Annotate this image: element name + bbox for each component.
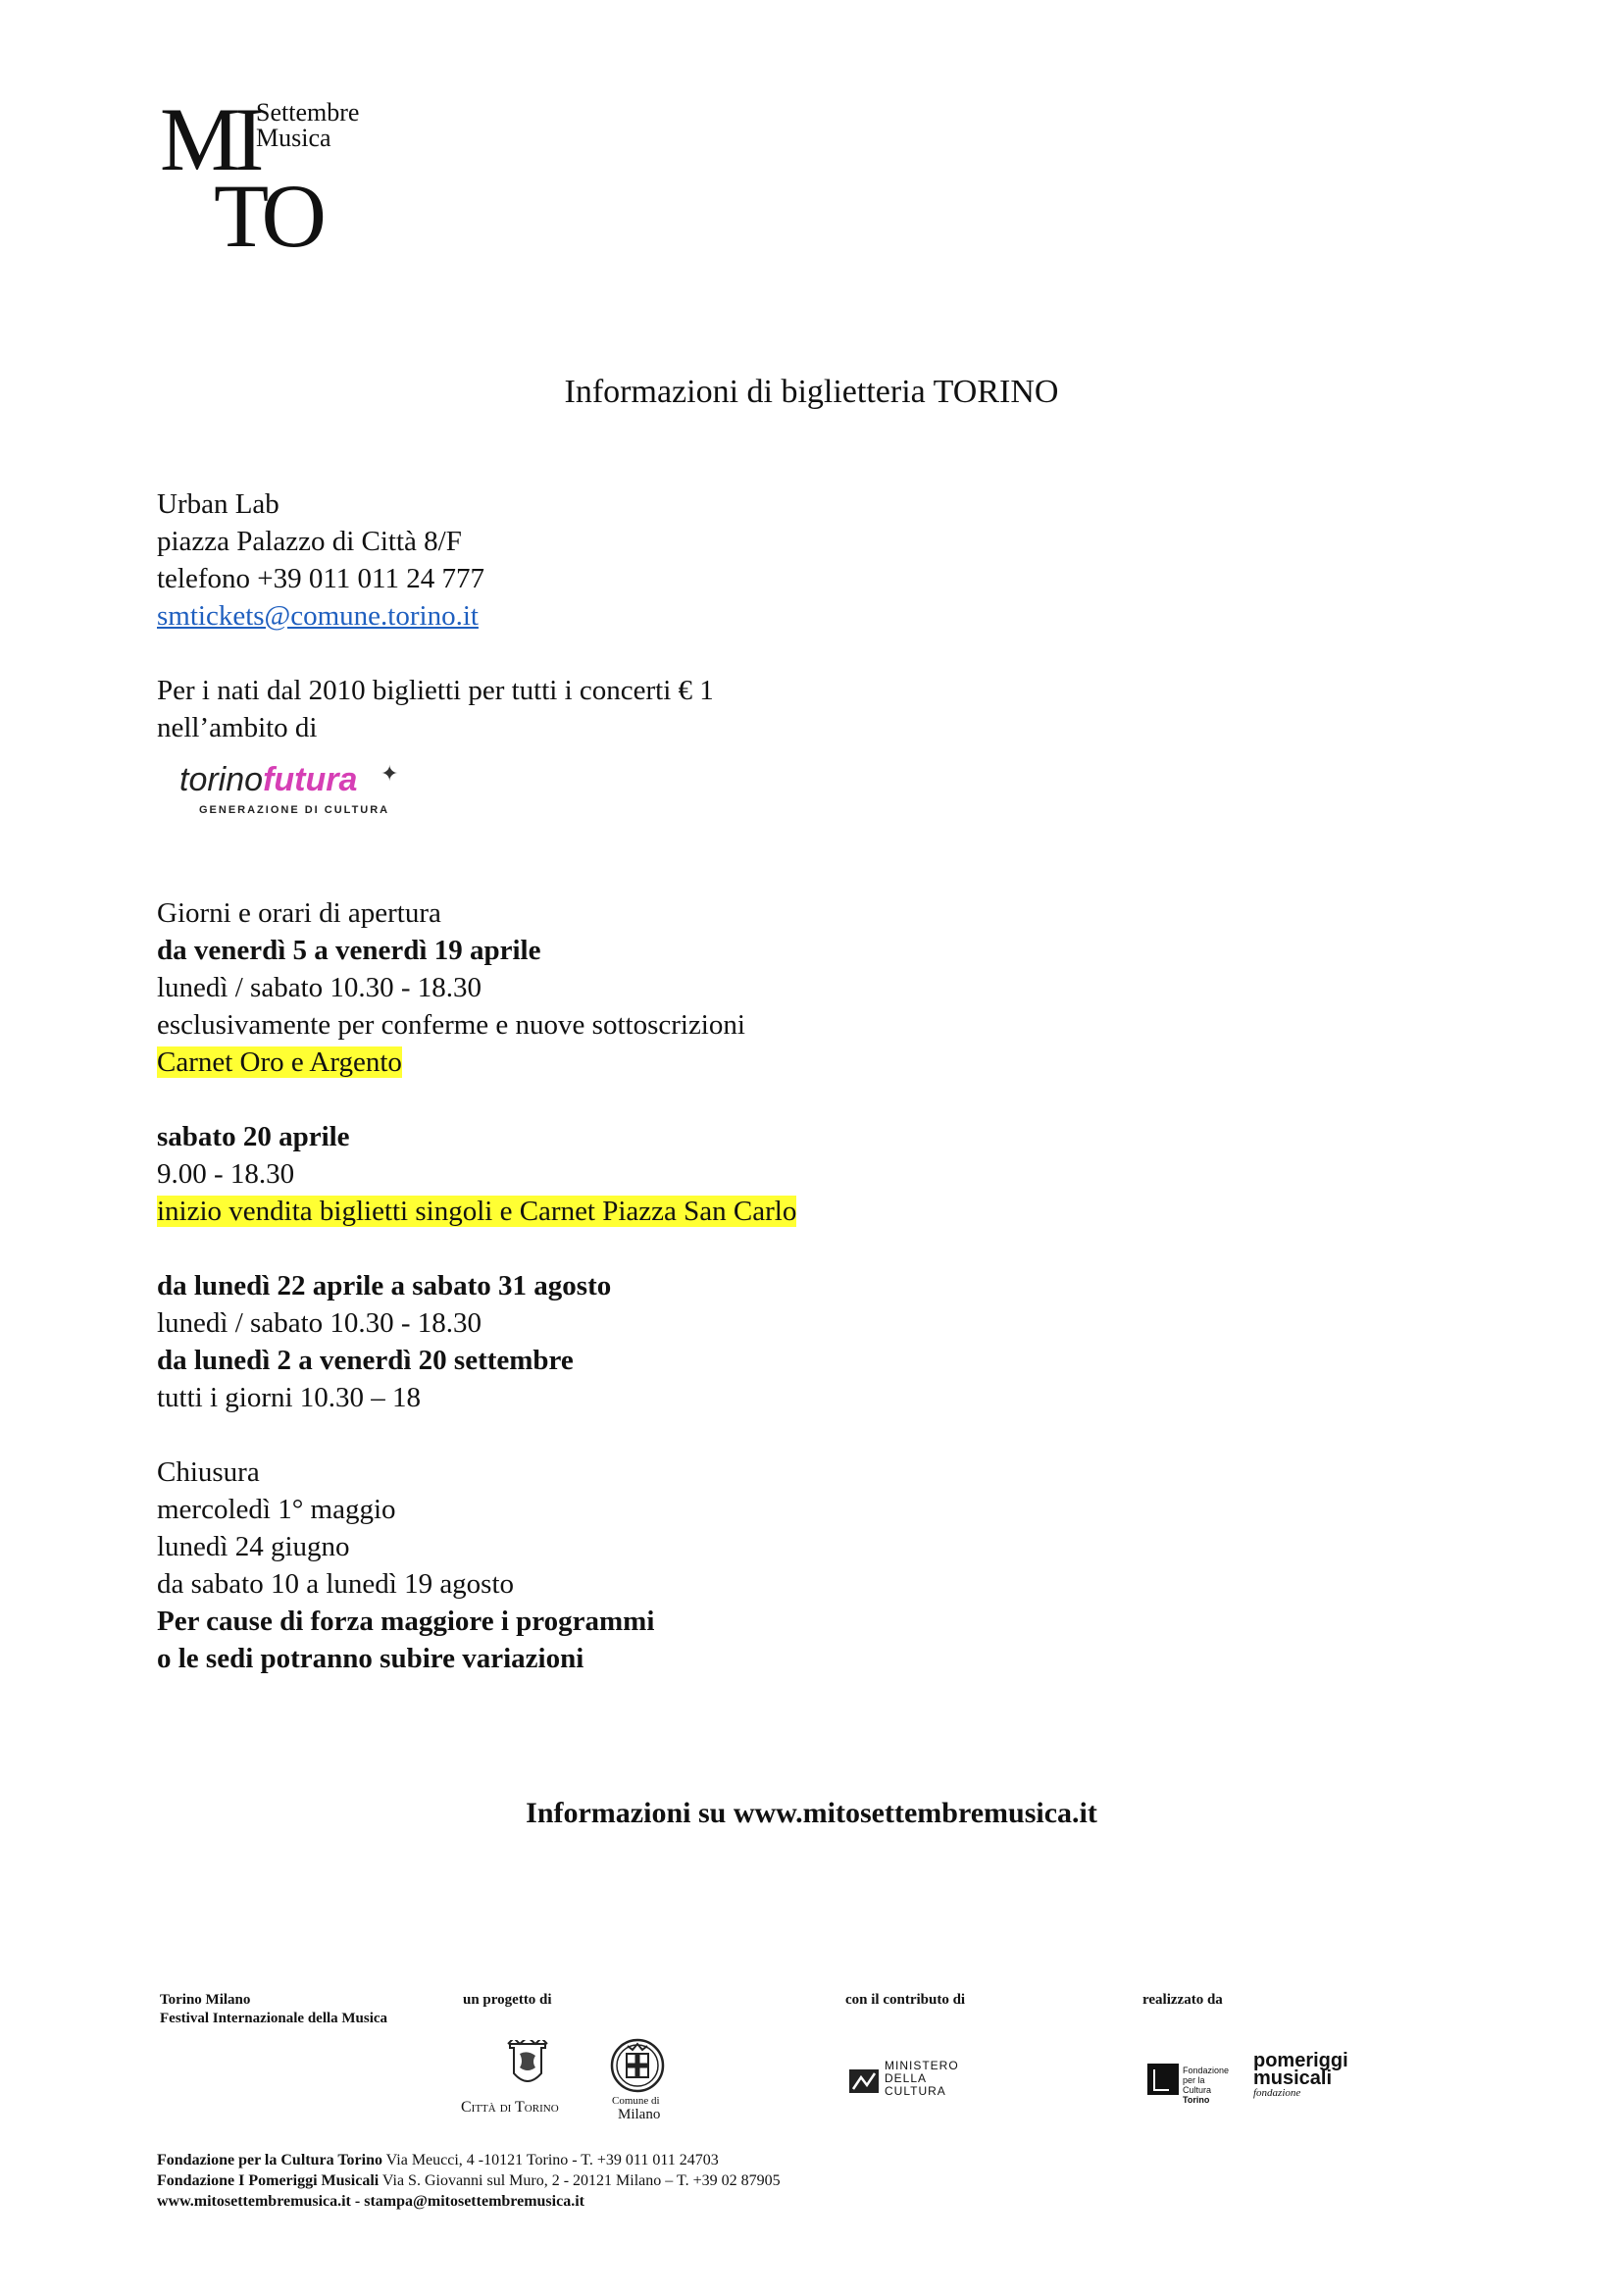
footer-festival <box>160 1991 387 2028</box>
footer-festival-line2: Festival Internazionale della Musica <box>160 2011 388 2026</box>
page-title: Informazioni di biglietteria TORINO <box>564 374 1059 410</box>
pm-line1: pomeriggi <box>1253 2050 1348 2071</box>
footer-festival-line1: Torino Milano <box>160 1992 251 2008</box>
torinofutura-word2: futura <box>263 761 358 798</box>
mic-line2: DELLA <box>885 2071 928 2085</box>
closure-date3: da sabato 10 a lunedì 19 agosto <box>157 1568 515 1600</box>
venue-name: Urban Lab <box>157 488 279 520</box>
venue-phone: telefono +39 011 011 24 777 <box>157 563 484 594</box>
addr1-detail: Via Meucci, 4 -10121 Torino - T. +39 011 011 24703 <box>381 2152 719 2168</box>
closure-heading: Chiusura <box>157 1456 260 1488</box>
footer-contrib-label: con il contributo di <box>845 1992 966 2008</box>
torinofutura-subtitle: GENERAZIONE DI CULTURA <box>199 804 390 816</box>
addr2-detail: Via S. Giovanni sul Muro, 2 - 20121 Milano – T. +39 02 87905 <box>379 2172 781 2189</box>
period2-dates: sabato 20 aprile <box>157 1121 350 1152</box>
pm-line2: musicali <box>1253 2067 1333 2089</box>
closure-date2: lunedì 24 giugno <box>157 1531 350 1562</box>
period4-hours: tutti i giorni 10.30 – 18 <box>157 1382 422 1413</box>
info-website: Informazioni su www.mitosettembremusica.it <box>526 1797 1097 1829</box>
pomeriggi-musicali-logo <box>1253 2052 1361 2101</box>
email-link[interactable]: smtickets@comune.torino.it <box>157 600 479 632</box>
opening-heading: Giorni e orari di apertura <box>157 897 441 929</box>
logo-tagline <box>256 100 359 151</box>
torino-crest-icon <box>459 2040 596 2099</box>
logo-tagline-line1: Settembre <box>256 98 360 127</box>
venue-street: piazza Palazzo di Città 8/F <box>157 526 462 557</box>
logo-to: TO <box>214 166 321 266</box>
addr1-org: Fondazione per la Cultura Torino <box>157 2152 382 2168</box>
addr3-web: www.mitosettembremusica.it - stampa@mitosettembremusica.it <box>157 2193 584 2210</box>
closure-date1: mercoledì 1° maggio <box>157 1494 396 1525</box>
comune-milano-logo <box>608 2036 677 2124</box>
torinofutura-logo <box>179 761 415 820</box>
youth-line1: Per i nati dal 2010 biglietti per tutti i concerti € 1 <box>157 675 714 706</box>
period1-hours: lunedì / sabato 10.30 - 18.30 <box>157 972 482 1003</box>
footer-addresses <box>157 2150 781 2212</box>
torino-label: Città di Torino <box>461 2099 559 2116</box>
fct-mark-icon <box>1153 2069 1169 2091</box>
milano-label-line1: Comune di <box>612 2095 660 2107</box>
period3-hours: lunedì / sabato 10.30 - 18.30 <box>157 1307 482 1339</box>
milano-crest-icon <box>608 2036 667 2095</box>
fct-line3: Torino <box>1183 2095 1210 2105</box>
footer-realized-label: realizzato da <box>1142 1992 1223 2008</box>
fct-line1: Fondazione <box>1183 2066 1230 2075</box>
period1-dates: da venerdì 5 a venerdì 19 aprile <box>157 935 541 966</box>
period1-note: esclusivamente per conferme e nuove sottoscrizioni <box>157 1009 745 1041</box>
youth-line2: nell’ambito di <box>157 712 318 743</box>
torinofutura-word1: torino <box>179 761 264 798</box>
warning-line1: Per cause di forza maggiore i programmi <box>157 1606 655 1637</box>
period2-hours: 9.00 - 18.30 <box>157 1158 295 1190</box>
youth-note <box>157 672 1481 746</box>
warning-line2: o le sedi potranno subire variazioni <box>157 1643 584 1674</box>
sparkle-icon: ✦ <box>380 761 399 786</box>
opening-hours <box>157 894 1481 1677</box>
address-block <box>157 485 1481 635</box>
mic-emblem-icon <box>849 2064 883 2097</box>
citta-torino-logo <box>459 2040 596 2118</box>
milano-label-line2: Milano <box>618 2107 661 2122</box>
ministero-cultura-logo <box>849 2060 987 2099</box>
addr2-org: Fondazione I Pomeriggi Musicali <box>157 2172 380 2189</box>
mic-line1: MINISTERO <box>885 2059 959 2072</box>
period4-dates: da lunedì 2 a venerdì 20 settembre <box>157 1345 574 1376</box>
fondazione-cultura-torino-logo <box>1147 2064 1236 2105</box>
mic-text <box>885 2060 959 2098</box>
pm-line3: fondazione <box>1253 2087 1301 2099</box>
mic-line3: CULTURA <box>885 2084 946 2098</box>
logo-tagline-line2: Musica <box>256 124 331 152</box>
fct-line2: per la Cultura <box>1183 2075 1212 2095</box>
period1-highlight: Carnet Oro e Argento <box>157 1046 402 1078</box>
footer-project-label: un progetto di <box>463 1992 552 2008</box>
period2-highlight: inizio vendita biglietti singoli e Carnet Piazza San Carlo <box>157 1196 797 1227</box>
logo-mi: MI <box>160 89 259 189</box>
mito-logo <box>160 89 395 266</box>
fct-text <box>1183 2066 1236 2105</box>
period3-dates: da lunedì 22 aprile a sabato 31 agosto <box>157 1270 612 1301</box>
